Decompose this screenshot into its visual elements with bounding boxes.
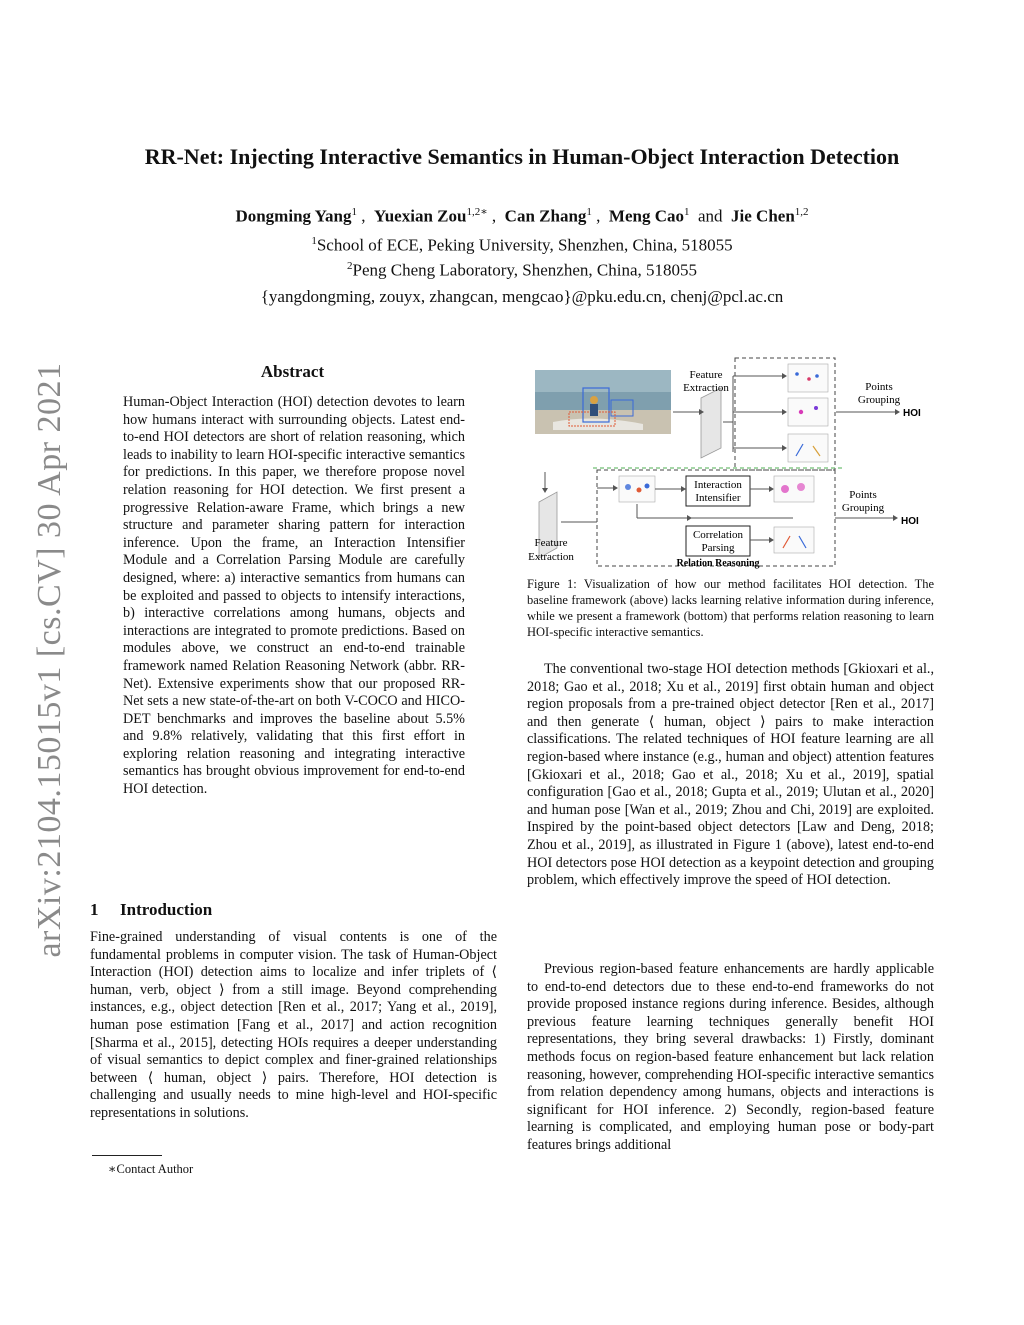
abstract-body: Human-Object Interaction (HOI) detection devotes to learn how humans interact with surrounding objects. Latest end-to-end HOI detectors are short of relation reasoning, which leads to inability to learn HOI-specific interactive semantics for predictions. In this paper, we therefore propose novel relation reasoning for HOI detection. We first present a progressive Relation-aware Frame, which brings a new structure and parameter sharing pattern for interaction inference. Upon the frame, an Interaction Intensifier Module and a Correlation Parsing Module are carefully designed, where: a) interactive semantics from humans can be exploited and passed to objects to intensify interactions, b) interactive correlations among humans, objects and interactions are integrated to promote predictions. Based on modules above, we construct an end-to-end trainable framework named Relation Reasoning Network (abbr. RR-Net). Extensive experiments show that our proposed RR-Net sets a new state-of-the-art on both V-COCO and HICO-DET benchmarks and improves the baseline about 5.5% and 9.8% relatively, validating that this first effort in exploring relation reasoning and integrating interactive semantics has brought obvious improvement for end-to-end HOI detection. <box>123 394 465 798</box>
affiliation-2: $^2$Peng Cheng Laboratory, Shenzhen, China, 518055 <box>347 260 697 280</box>
heatmap-thumbnails-top <box>788 364 828 462</box>
affiliation-1: $^1$School of ECE, Peking University, Shenzhen, China, 518055 <box>311 235 733 255</box>
author-name: Meng Cao <box>608 206 684 226</box>
author-name: Can Zhang <box>504 206 587 226</box>
arxiv-side-label: arXiv:2104.15015v1 [cs.CV] 30 Apr 2021 <box>31 362 68 958</box>
section-heading-introduction: 1 Introduction <box>90 900 213 919</box>
label-extraction-bottom: Extraction <box>528 551 574 563</box>
label-feature-bottom: Feature <box>534 537 568 549</box>
label-interaction: Interaction <box>694 479 742 491</box>
column2-paragraph-2: Previous region-based feature enhancements are hardly applicable to end-to-end detectors due to these end-to-end frameworks do not provide proposed instance regions during inference. Besides, although previous feature learning techniques generally benefit HOI representations, they bring several drawbacks: 1) Firstly, dominant methods focus on region-based feature enhancement but lack relation reasoning, however, comprehending HOI-specific interactive semantics from relation dependency among humans, objects and interactions is significant for HOI inference. 2) Secondly, region-based feature learning is complicated, and employing human pose or body-part features brings additional <box>527 961 934 1153</box>
label-points-bottom: Points <box>849 489 877 501</box>
label-grouping-top: Grouping <box>857 394 901 406</box>
author-emails: {yangdongming, zouyx, zhangcan, mengcao}@pku.edu.cn, chenj@pcl.ac.cn <box>260 287 784 306</box>
abstract-heading: Abstract <box>260 362 325 381</box>
feature-map-top <box>701 388 721 458</box>
column2-paragraph-1: The conventional two-stage HOI detection methods [Gkioxari et al., 2018; Gao et al., 2018; Xu et al., 2019] first obtain human and object region proposals from a pre-trained object detector [Ren et al., 2017] and then generate ⟨ human, object ⟩ pairs to make interaction classifications. The related techniques of HOI feature learning are all region-based where instance (e.g., human and object) attention features [Gkioxari et al., 2018; Gao et al., 2018; Xu et al., 2019], spatial configuration [Gao et al., 2018; Gupta et al., 2019; Ulutan et al., 2020] and human pose [Wan et al., 2019; Zhou and Chi, 2019] are exploited. Inspired by the point-based object detectors [Law and Deng, 2018; Zhou et al., 2019], as illustrated in Figure 1 (above), latest end-to-end HOI detectors pose HOI detection as a keypoint detection and grouping problem, which effectively improve the speed of HOI detection. <box>527 661 934 889</box>
footnote-rule <box>92 1155 162 1156</box>
label-points-top: Points <box>865 381 893 393</box>
beach-photo <box>535 370 671 434</box>
footnote: ∗Contact Author <box>108 1162 194 1176</box>
author-name: Jie Chen <box>731 206 795 226</box>
figure-1-diagram <box>528 352 935 572</box>
label-relation-reasoning: Relation Reasoning <box>676 558 760 569</box>
label-extraction-top: Extraction <box>683 382 729 394</box>
paper-title: RR-Net: Injecting Interactive Semantics in Human-Object Interaction Detection <box>144 144 900 169</box>
label-intensifier: Intensifier <box>695 492 741 504</box>
figure-1-caption: Figure 1: Visualization of how our method facilitates HOI detection. The baseline framework (above) lacks learning relative information during inference, while we present a framework (bottom) that performs relation reasoning to learn HOI-specific interactive semantics. <box>527 577 934 639</box>
label-hoi-top: HOI <box>903 408 921 419</box>
label-grouping-bottom: Grouping <box>841 502 885 514</box>
author-name: Yuexian Zou <box>374 206 467 226</box>
author-list: Dongming Yang$^1$ , Yuexian Zou$^{1,2∗}$ , Can Zhang$^1$ , Meng Cao$^1$ and Jie Chen$^{1,2}$ <box>235 206 809 226</box>
introduction-body: Fine-grained understanding of visual contents is one of the fundamental problems in computer vision. The task of Human-Object Interaction (HOI) detection aims to localize and infer triplets of ⟨ human, verb, object ⟩ from a still image. Beyond comprehending instances, e.g., object detection [Ren et al., 2017; Yang et al., 2019], human pose estimation [Fang et al., 2017] and action recognition [Sharma et al., 2015], detecting HOIs requires a deeper understanding of visual semantics to depict complex and finer-grained relationships between ⟨ human, object ⟩ pairs. Therefore, HOI detection is challenging and usually needs to mine high-level and HOI-specific representations in solutions. <box>90 929 497 1121</box>
author-name: Dongming Yang <box>235 206 352 226</box>
label-correlation: Correlation <box>692 529 744 541</box>
label-feature-top: Feature <box>689 369 723 381</box>
label-parsing: Parsing <box>701 542 735 554</box>
label-hoi-bottom: HOI <box>901 516 919 527</box>
